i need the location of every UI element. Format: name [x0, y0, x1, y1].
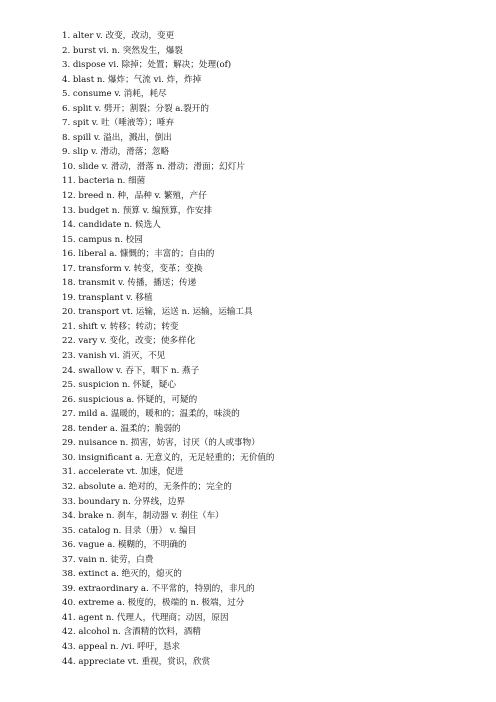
vocab-entry: 42. alcohol n. 含酒精的饮料，酒精: [62, 627, 201, 638]
vocab-entry: 30. insignificant a. 无意义的，无足轻重的；无价值的: [62, 452, 275, 463]
vocab-entry: 4. blast n. 爆炸；气流 vi. 炸，炸掉: [62, 74, 202, 85]
vocab-entry: 2. burst vi. n. 突然发生，爆裂: [62, 45, 183, 56]
vocab-entry: 23. vanish vi. 消灭，不见: [62, 351, 166, 362]
vocab-entry: 39. extraordinary a. 不平常的，特别的，非凡的: [62, 583, 255, 594]
vocab-entry: 36. vague a. 模糊的，不明确的: [62, 540, 187, 551]
vocab-entry: 29. nuisance n. 损害，妨害，讨厌（的人或事物）: [62, 438, 260, 449]
vocab-entry: 20. transport vt. 运输，运送 n. 运输，运输工具: [62, 307, 253, 318]
vocab-entry: 10. slide v. 滑动，滑落 n. 滑动；滑面；幻灯片: [62, 161, 245, 172]
vocab-entry: 37. vain n. 徒劳，白费: [62, 554, 154, 565]
vocab-entry: 24. swallow v. 吞下，咽下 n. 燕子: [62, 365, 200, 376]
vocab-entry: 28. tender a. 温柔的；脆弱的: [62, 423, 181, 434]
vocab-entry: 11. bacteria n. 细菌: [62, 176, 146, 187]
vocab-entry: 12. breed n. 种，品种 v. 繁殖，产仔: [62, 191, 207, 202]
vocab-entry: 38. extinct a. 绝灭的，熄灭的: [62, 569, 182, 580]
vocab-entry: 44. appreciate vt. 重视，赏识，欣赏: [62, 656, 211, 667]
vocab-entry: 40. extreme a. 极度的，极端的 n. 极端，过分: [62, 598, 245, 609]
vocab-entry: 41. agent n. 代理人，代理商；动因，原因: [62, 612, 229, 623]
vocab-entry: 31. accelerate vt. 加速，促进: [62, 467, 184, 478]
vocab-entry: 25. suspicion n. 怀疑，疑心: [62, 380, 176, 391]
vocab-entry: 22. vary v. 变化，改变；使多样化: [62, 336, 196, 347]
vocab-entry: 15. campus n. 校园: [62, 234, 143, 245]
vocab-entry: 26. suspicious a. 怀疑的，可疑的: [62, 394, 198, 405]
vocab-entry: 43. appeal n. /vi. 呼吁，恳求: [62, 641, 181, 652]
vocab-entry: 17. transform v. 转变，变革；变换: [62, 263, 203, 274]
vocab-entry: 33. boundary n. 分界线，边界: [62, 496, 186, 507]
vocab-entry: 1. alter v. 改变，改动，变更: [62, 31, 175, 41]
vocab-entry: 16. liberal a. 慷慨的；丰富的；自由的: [62, 249, 215, 260]
vocab-entry: 35. catalog n. 目录（册） v. 编目: [62, 525, 197, 536]
vocab-entry: 27. mild a. 温暖的，暖和的；温柔的，味淡的: [62, 409, 240, 420]
vocab-entry: 19. transplant v. 移植: [62, 292, 153, 303]
vocab-entry: 5. consume v. 消耗，耗尽: [62, 89, 167, 100]
vocab-entry: 32. absolute a. 绝对的，无条件的；完全的: [62, 481, 232, 492]
vocab-entry: 13. budget n. 预算 v. 编预算，作安排: [62, 205, 213, 216]
vocabulary-list: [62, 29, 275, 669]
vocab-entry: 8. spill v. 溢出，溅出，倒出: [62, 132, 172, 143]
vocab-entry: 18. transmit v. 传播，播送；传递: [62, 278, 197, 289]
vocab-entry: 3. dispose vi. 除掉；处置；解决；处理(of): [62, 60, 232, 71]
vocab-entry: 34. brake n. 刹车，制动器 v. 刹住（车）: [62, 511, 224, 522]
vocab-entry: 6. split v. 劈开；割裂；分裂 a.裂开的: [62, 103, 209, 114]
vocab-entry: 9. slip v. 滑动，滑落；忽略: [62, 147, 170, 158]
vocab-entry: 21. shift v. 转移；转动；转变: [62, 321, 179, 332]
vocab-entry: 14. candidate n. 候选人: [62, 220, 161, 231]
vocab-entry: 7. spit v. 吐（唾液等）；唾弃: [62, 118, 175, 129]
